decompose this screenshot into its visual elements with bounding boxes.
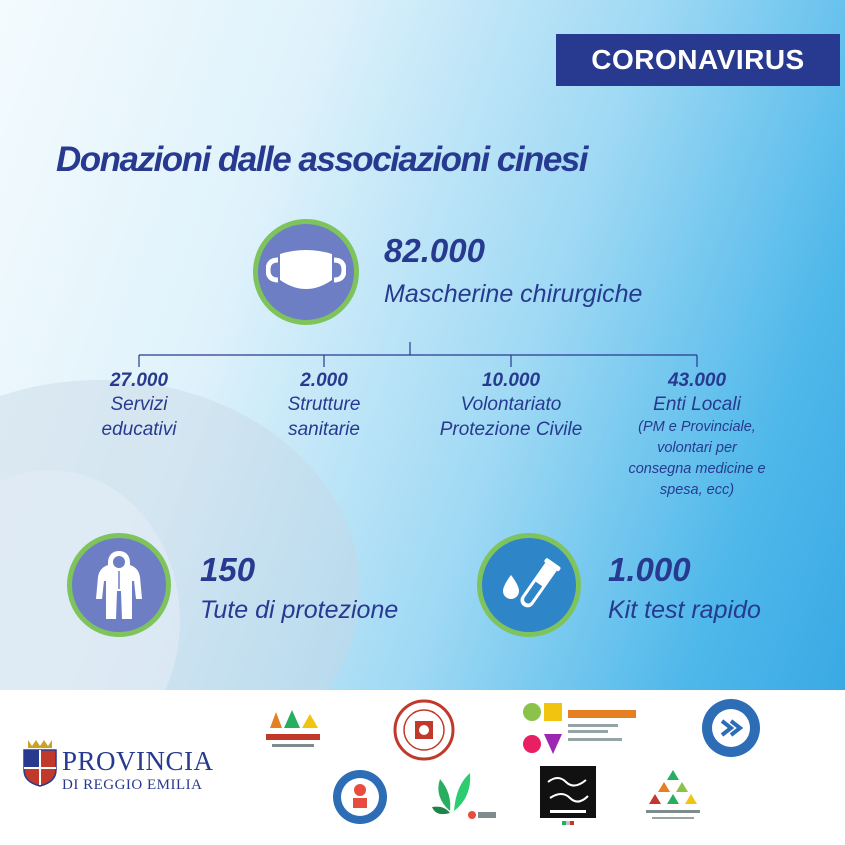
branch-label: Protezione Civile <box>439 419 583 440</box>
association-logo <box>522 700 640 758</box>
branch-label: Strutture <box>287 394 361 415</box>
branch-note: spesa, ecc) <box>659 482 735 498</box>
protective-suit-icon <box>67 533 171 637</box>
association-logo <box>430 767 498 827</box>
distribution-tree <box>0 0 845 400</box>
province-name-line1: PROVINCIA <box>62 746 214 776</box>
province-crest-logo <box>20 738 60 793</box>
branch-educativi <box>69 370 209 442</box>
test-tube-icon <box>477 533 581 637</box>
branch-enti-locali <box>607 370 787 501</box>
masks-value: 82.000 <box>384 232 485 269</box>
branch-protezione-civile <box>416 370 606 442</box>
association-logo <box>540 766 596 826</box>
branch-label: Servizi <box>110 394 168 415</box>
province-name <box>62 746 214 794</box>
branch-value: 27.000 <box>109 370 169 391</box>
suits-value: 150 <box>200 551 256 588</box>
branch-label: Enti Locali <box>653 394 741 415</box>
branch-label: sanitarie <box>288 419 360 440</box>
branch-note: consegna medicine e <box>628 461 766 477</box>
branch-label: Volontariato <box>460 394 562 415</box>
masks-label: Mascherine chirurgiche <box>384 280 643 308</box>
association-logo <box>632 766 714 826</box>
branch-value: 43.000 <box>667 370 727 391</box>
branch-sanitarie <box>254 370 394 442</box>
kits-label: Kit test rapido <box>608 596 761 624</box>
association-logo <box>700 697 762 759</box>
page-title: Donazioni dalle associazioni cinesi <box>56 140 587 179</box>
province-name-line2: DI REGGIO EMILIA <box>62 777 203 793</box>
association-logo <box>262 706 324 752</box>
coronavirus-tag: CORONAVIRUS <box>556 34 840 86</box>
kits-value: 1.000 <box>608 551 691 588</box>
branch-value: 2.000 <box>300 370 348 391</box>
branch-value: 10.000 <box>481 370 541 391</box>
suits-label: Tute di protezione <box>200 596 399 624</box>
association-logo <box>331 768 389 826</box>
branch-label: educativi <box>101 419 177 440</box>
association-logo <box>393 699 455 761</box>
branch-note: volontari per <box>657 440 737 456</box>
branch-note: (PM e Provinciale, <box>638 419 756 435</box>
